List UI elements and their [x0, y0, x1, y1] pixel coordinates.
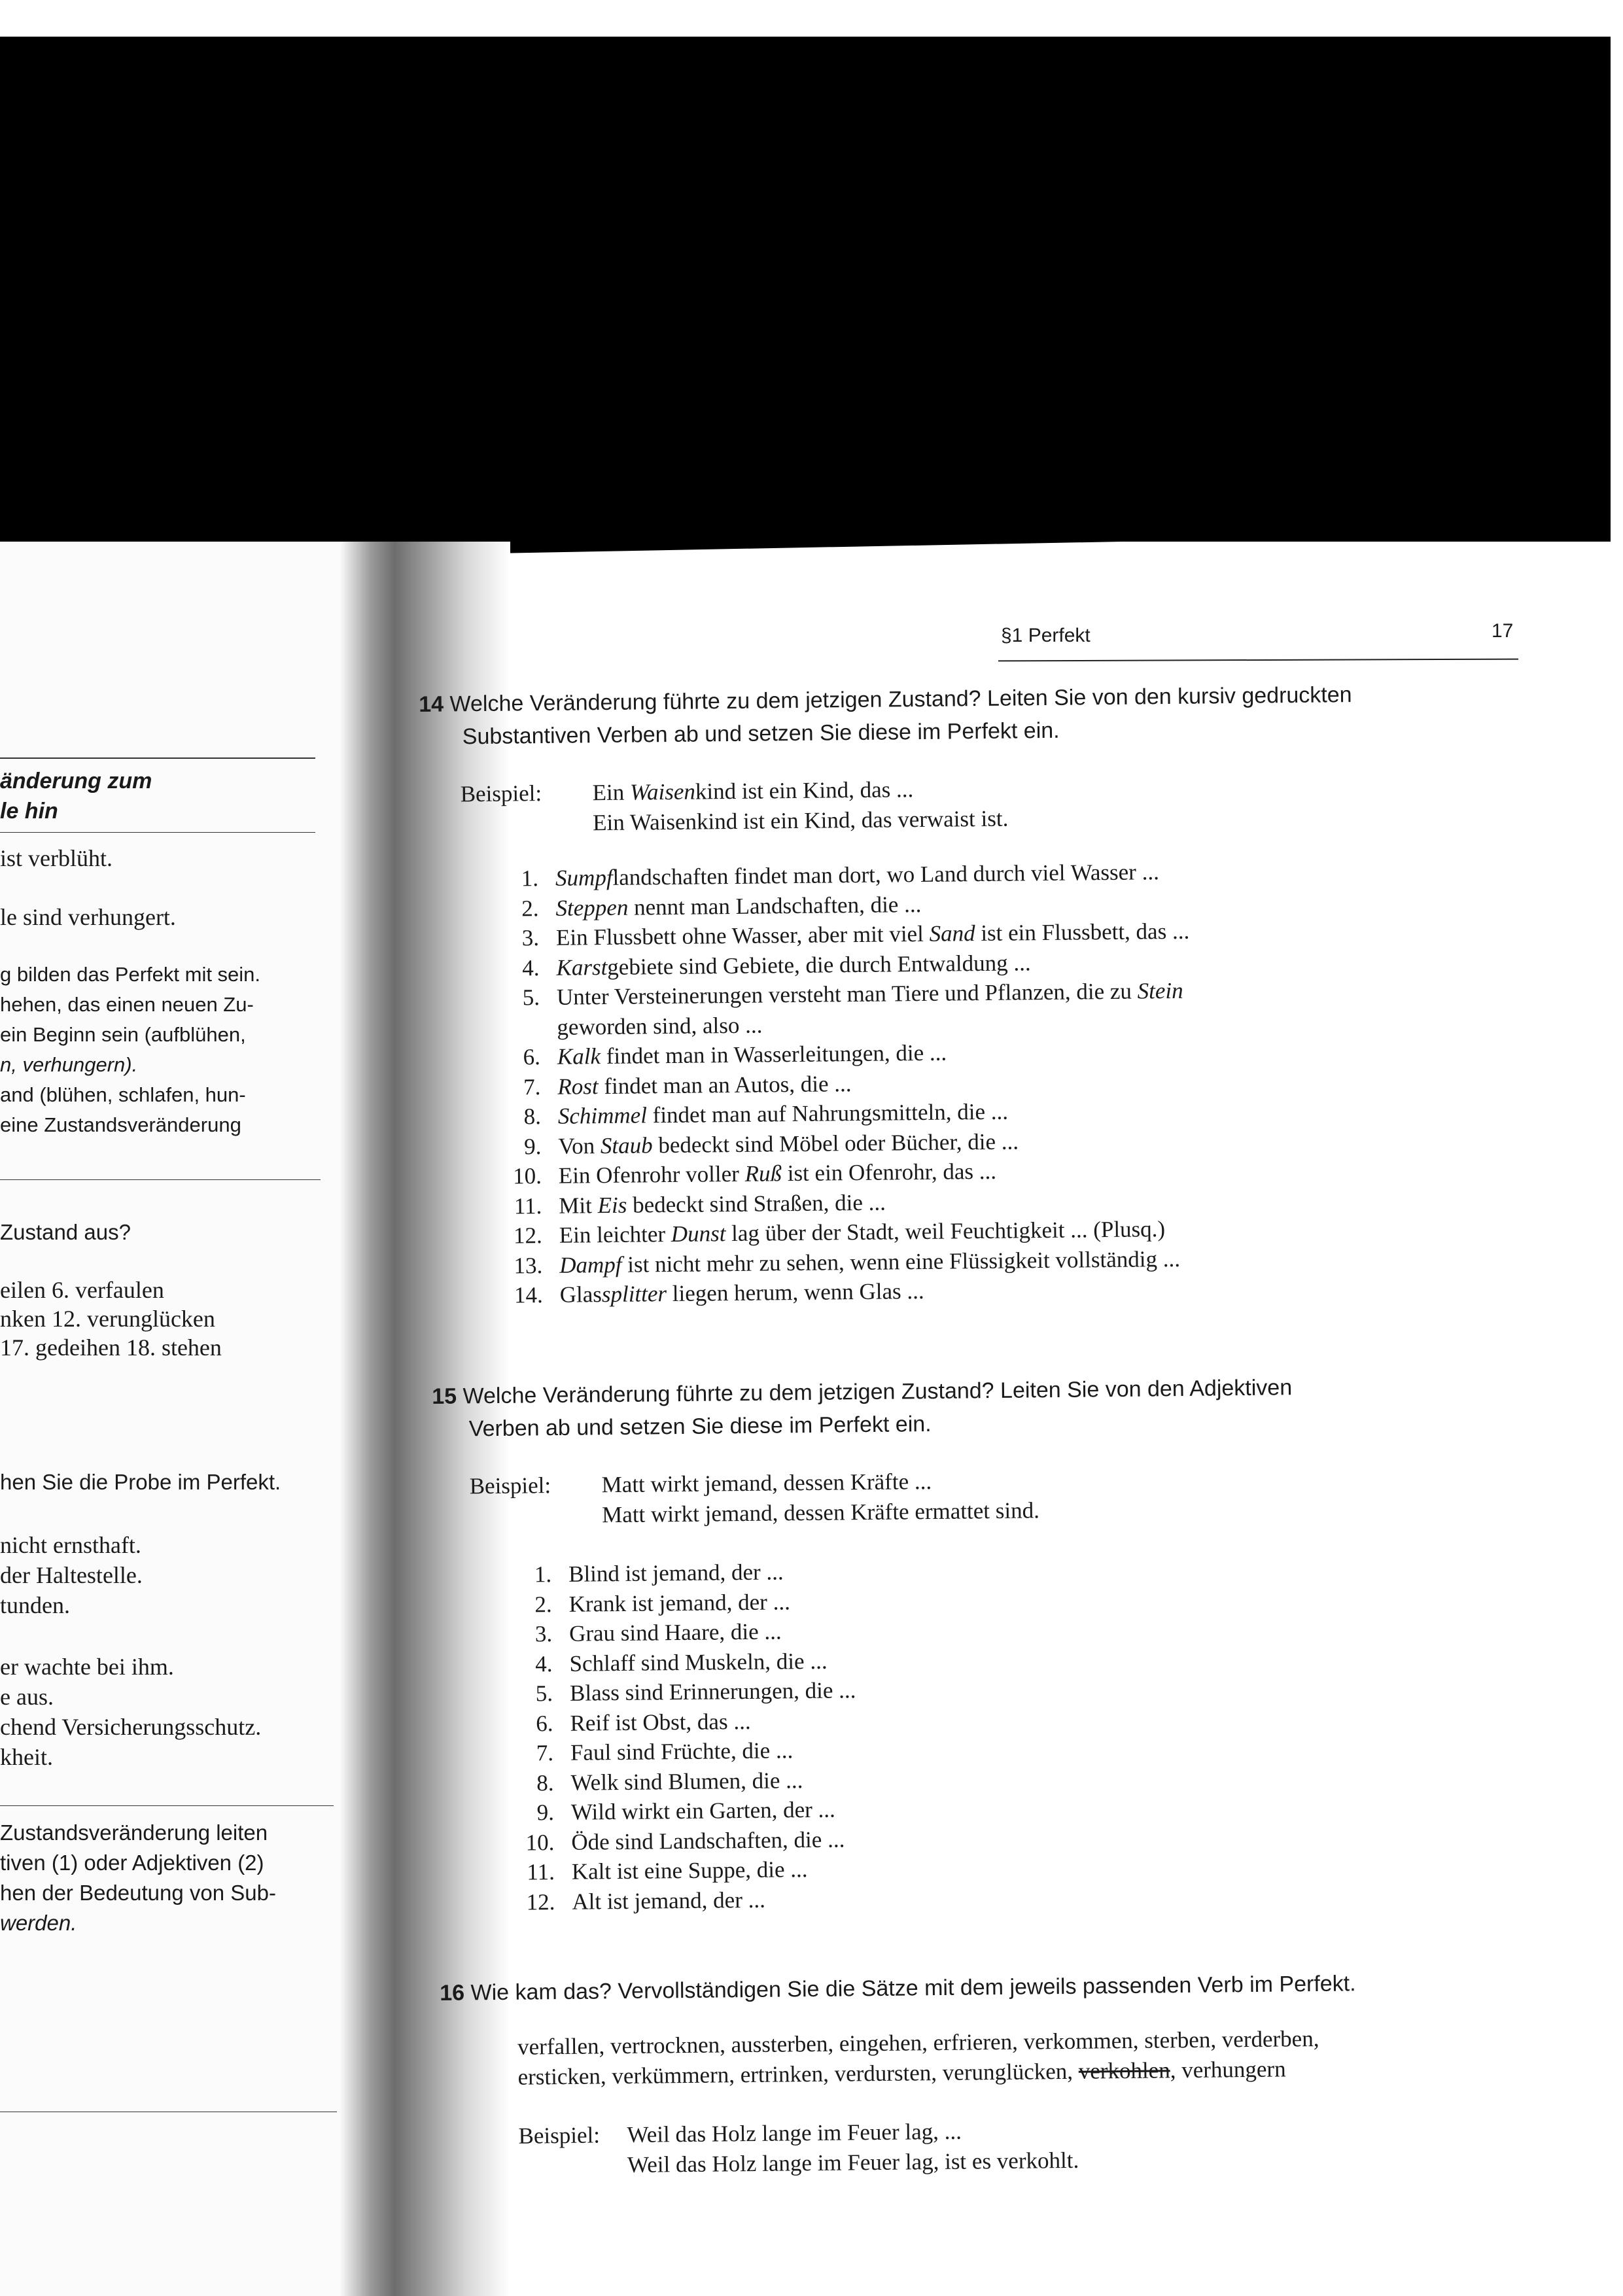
exercise-14-instruction-cont: Substantiven Verben ab und setzen Sie diese im Perfekt ein. — [462, 718, 1060, 750]
item-number: 11. — [514, 1192, 542, 1219]
item-number: 2. — [521, 895, 539, 921]
exercise-14-items — [499, 855, 1358, 1310]
left-page-rule — [0, 1805, 334, 1806]
exercise-16-instruction: 16 Wie kam das? Vervollständigen Sie die Sätze mit dem jeweils passenden Verb im Perfekt. — [440, 1971, 1356, 2006]
exercise-item: 12. Ein leichter Dunst lag über der Stadt, weil Feuchtigkeit ... (Plusq.) — [503, 1212, 1358, 1251]
page-number: 17 — [1492, 620, 1514, 642]
item-number: 10. — [512, 1163, 542, 1189]
exercise-number: 16 — [440, 1980, 465, 2006]
struck-verb: verkohlen — [1078, 2057, 1170, 2084]
left-heading-line: le hin — [0, 799, 58, 824]
item-text: Kalt ist eine Suppe, die ... — [571, 1856, 808, 1885]
exercise-14 — [419, 678, 1358, 1311]
example-line: Matt wirkt jemand, dessen Kräfte ... — [601, 1469, 932, 1498]
item-text: Wild wirkt ein Garten, der ... — [570, 1796, 835, 1825]
exercise-item: 4. Karstgebiete sind Gebiete, die durch Entwaldung ... — [500, 945, 1355, 983]
left-note-line: hehen, das einen neuen Zu- — [0, 993, 254, 1016]
example-line: Weil das Holz lange im Feuer lag, ist es verkohlt. — [627, 2147, 1079, 2178]
left-page — [0, 542, 366, 2296]
scanner-dark-band — [0, 37, 1611, 542]
exercise-15-items — [512, 1552, 1298, 1917]
item-text: Alt ist jemand, der ... — [572, 1887, 766, 1915]
exercise-item: geworden sind, also ... — [557, 1012, 763, 1040]
exercise-item: 10. Ein Ofenrohr voller Ruß ist ein Ofenrohr, das ... — [502, 1153, 1357, 1191]
left-footer-note: tiven (1) oder Adjektiven (2) — [0, 1851, 264, 1875]
item-text: Reif ist Obst, das ... — [570, 1708, 751, 1736]
exercise-15 — [432, 1371, 1297, 1918]
example-line: Ein Waisenkind ist ein Kind, das ... — [592, 776, 914, 806]
item-number: 3. — [521, 925, 540, 951]
header-rule — [998, 659, 1518, 662]
verb-bank-line: ersticken, verkümmern, ertrinken, verdursten, verunglücken, verkohlen, verhungern — [517, 2056, 1286, 2090]
exercise-item: 14. Glassplitter liegen herum, wenn Glas ... — [503, 1272, 1358, 1310]
item-number: 4. — [535, 1650, 553, 1677]
left-verb-row: nken 12. verunglücken — [0, 1306, 215, 1332]
left-note-line: n, verhungern). — [0, 1053, 138, 1076]
example-line: Ein Waisenkind ist ein Kind, das verwaist ist. — [592, 805, 1009, 836]
exercise-15-instruction: 15 Welche Veränderung führte zu dem jetzigen Zustand? Leiten Sie von den Adjektiven — [432, 1375, 1293, 1409]
exercise-item: 6. Kalk findet man in Wasserleitungen, die ... — [501, 1034, 1356, 1072]
item-number: 14. — [514, 1282, 543, 1308]
exercise-item: 2. Steppen nennt man Landschaften, die ... — [499, 885, 1354, 924]
left-note-line: ein Beginn sein (aufblühen, — [0, 1023, 246, 1046]
exercise-item: 1. Sumpflandschaften findet man dort, wo Land durch viel Wasser ... — [499, 855, 1354, 894]
item-number: 6. — [523, 1044, 541, 1070]
exercise-16-example — [441, 2112, 1357, 2182]
exercise-item: 9. Von Staub bedeckt sind Möbel oder Bücher, die ... — [502, 1123, 1357, 1162]
item-number: 12. — [513, 1223, 542, 1249]
exercise-14-example — [419, 770, 1353, 840]
left-question: Zustand aus? — [0, 1220, 131, 1244]
left-page-rule — [0, 832, 315, 833]
exercise-15-instruction-cont: Verben ab und setzen Sie diese im Perfekt ein. — [468, 1412, 932, 1442]
left-note-line: eine Zustandsveränderung — [0, 1113, 241, 1136]
left-page-rule — [0, 1179, 321, 1180]
example-label: Beispiel: — [460, 780, 542, 807]
left-footer-note: werden. — [0, 1911, 77, 1935]
left-verb-row: 17. gedeihen 18. stehen — [0, 1334, 222, 1361]
page-edge — [1611, 37, 1623, 2296]
example-line: Matt wirkt jemand, dessen Kräfte ermattet sind. — [601, 1497, 1040, 1528]
left-page-rule — [0, 757, 315, 759]
left-footer-note: Zustandsveränderung leiten — [0, 1820, 268, 1845]
exercise-number: 15 — [432, 1383, 457, 1409]
item-number: 2. — [534, 1591, 552, 1617]
section-header: §1 Perfekt — [1001, 625, 1091, 646]
item-number: 5. — [535, 1680, 553, 1707]
item-number: 9. — [523, 1133, 542, 1159]
item-text: Welk sind Blumen, die ... — [570, 1767, 803, 1796]
left-sentence: er wachte bei ihm. — [0, 1654, 174, 1680]
left-note-line: g bilden das Perfekt mit sein. — [0, 963, 261, 986]
exercise-16 — [440, 1967, 1358, 2182]
item-number: 13. — [514, 1252, 543, 1279]
exercise-item: 7. Rost findet man an Autos, die ... — [501, 1064, 1356, 1102]
item-number: 4. — [522, 954, 540, 981]
left-probe-instruction: hen Sie die Probe im Perfekt. — [0, 1470, 281, 1494]
exercise-item: 8. Schimmel findet man auf Nahrungsmitteln, die ... — [502, 1093, 1357, 1132]
item-number: 10. — [525, 1829, 555, 1856]
item-text: Öde sind Landschaften, die ... — [571, 1826, 845, 1855]
left-note-line: and (blühen, schlafen, hun- — [0, 1083, 246, 1106]
exercise-item: 3. Ein Flussbett ohne Wasser, aber mit viel Sand ist ein Flussbett, das ... — [500, 914, 1355, 953]
item-number: 5. — [522, 984, 540, 1011]
exercise-item: 5. Unter Versteinerungen versteht man Tiere und Pflanzen, die zu Stein — [500, 974, 1355, 1013]
left-footer-note: hen der Bedeutung von Sub- — [0, 1881, 276, 1905]
verb-bank — [517, 2023, 1357, 2092]
left-sentence: tunden. — [0, 1592, 70, 1618]
left-sentence: der Haltestelle. — [0, 1562, 143, 1588]
item-number: 11. — [527, 1859, 555, 1885]
exercise-number: 14 — [419, 691, 444, 717]
example-label: Beispiel: — [469, 1472, 551, 1499]
item-number: 7. — [523, 1073, 541, 1100]
left-heading-line: änderung zum — [0, 769, 152, 793]
left-sentence: chend Versicherungsschutz. — [0, 1714, 262, 1740]
left-sentence: e aus. — [0, 1684, 54, 1710]
item-number: 8. — [523, 1104, 542, 1130]
left-text-line: le sind verhungert. — [0, 904, 176, 930]
example-label: Beispiel: — [518, 2122, 601, 2149]
item-number: 8. — [536, 1769, 554, 1796]
item-text: Krank ist jemand, der ... — [568, 1588, 791, 1617]
item-text: Schlaff sind Muskeln, die ... — [569, 1648, 828, 1677]
item-text: Grau sind Haare, die ... — [568, 1618, 782, 1646]
item-number: 9. — [536, 1800, 555, 1826]
item-number: 6. — [536, 1710, 553, 1736]
item-number: 1. — [521, 865, 539, 892]
exercise-15-example — [432, 1463, 1293, 1532]
item-number: 12. — [526, 1888, 555, 1915]
verb-bank-line: verfallen, vertrocknen, aussterben, eingehen, erfrieren, verkommen, sterben, verderben, — [517, 2025, 1319, 2060]
exercise-14-instruction: 14 Welche Veränderung führte zu dem jetzigen Zustand? Leiten Sie von den kursiv gedruckten — [419, 682, 1352, 717]
exercise-item: 11. Mit Eis bedeckt sind Straßen, die ... — [502, 1183, 1357, 1221]
left-sentence: kheit. — [0, 1744, 53, 1770]
item-text: Faul sind Früchte, die ... — [570, 1737, 794, 1765]
example-line: Weil das Holz lange im Feuer lag, ... — [627, 2118, 962, 2148]
left-text-line: ist verblüht. — [0, 845, 113, 871]
left-verb-row: eilen 6. verfaulen — [0, 1277, 164, 1303]
item-number: 7. — [536, 1740, 554, 1766]
exercise-item: 13. Dampf ist nicht mehr zu sehen, wenn eine Flüssigkeit vollständig ... — [503, 1242, 1358, 1281]
item-text: Blind ist jemand, der ... — [568, 1559, 784, 1587]
item-number: 1. — [534, 1561, 552, 1588]
item-number: 3. — [534, 1621, 553, 1647]
item-text: Blass sind Erinnerungen, die ... — [569, 1677, 856, 1706]
left-sentence: nicht ernsthaft. — [0, 1532, 141, 1558]
